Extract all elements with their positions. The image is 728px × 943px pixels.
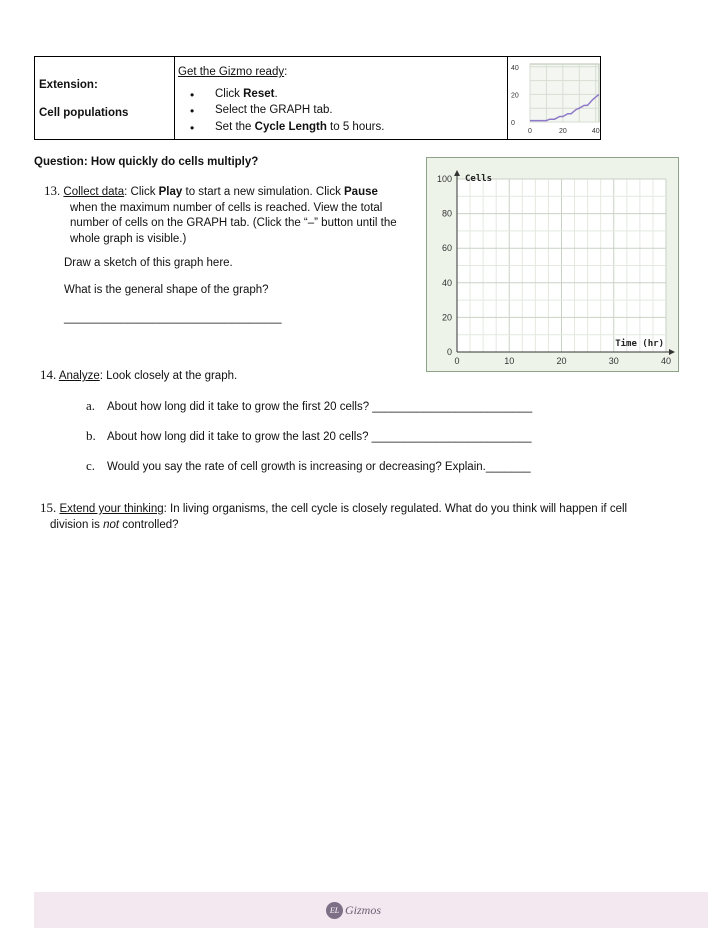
- x-tick-label: 10: [504, 356, 515, 366]
- question-number-dot: .: [57, 186, 61, 198]
- shape-prompt: What is the general shape of the graph?: [64, 284, 269, 296]
- bullet-icon: •: [190, 88, 195, 102]
- sketch-prompt: Draw a sketch of this graph here.: [64, 257, 233, 269]
- question-number: 13: [44, 183, 57, 198]
- question-number: 15.: [40, 500, 57, 515]
- item-letter: a.: [86, 398, 96, 413]
- y-tick-label: 80: [441, 208, 452, 219]
- question-text: to start a new simulation. Click: [182, 186, 345, 198]
- question-lead: Collect data: [63, 186, 125, 198]
- question-13: [44, 183, 424, 247]
- table-divider: [507, 57, 508, 139]
- cells-chart: [427, 158, 678, 371]
- item-text: Would you say the rate of cell growth is increasing or decreasing? Explain._______: [107, 461, 531, 473]
- bullet-bold: Reset: [243, 88, 275, 100]
- table-divider: [174, 57, 175, 139]
- question-number: 14.: [40, 367, 57, 382]
- bullet-bold: Cycle Length: [254, 121, 327, 133]
- y-axis-arrow-icon: [454, 170, 460, 176]
- question-text: number of cells on the GRAPH tab. (Click the “–” button until the: [70, 217, 397, 229]
- bullet-text: to 5 hours.: [326, 121, 385, 133]
- question-text: when the maximum number of cells is reached. View the total: [70, 201, 383, 214]
- x-axis-arrow-icon: [669, 349, 675, 355]
- x-tick-label: 20: [556, 356, 567, 366]
- question-text: : In living organisms, the cell cycle is closely regulated. What do you think will happen if cell: [163, 503, 628, 515]
- topic-label: Cell populations: [39, 107, 129, 119]
- y-axis-label: Cells: [465, 174, 493, 184]
- question-text: : Look closely at the graph.: [99, 370, 238, 382]
- mini-y-tick-label: 0: [511, 120, 515, 127]
- mini-y-tick-label: 40: [511, 64, 519, 72]
- bullet-text: Click: [215, 88, 244, 100]
- x-tick-label: 30: [608, 356, 619, 366]
- question-title: Question: How quickly do cells multiply?: [34, 156, 259, 168]
- item-text: About how long did it take to grow the first 20 cells? _________________________: [107, 401, 533, 413]
- y-tick-label: 100: [436, 174, 452, 184]
- x-tick-label: 0: [454, 356, 460, 366]
- pause-label: Pause: [344, 186, 378, 198]
- question-text: : Click: [124, 186, 159, 198]
- mini-x-tick-label: 40: [591, 128, 600, 135]
- x-axis-label: Time (hr): [615, 339, 664, 349]
- bullet-text: .: [274, 88, 278, 100]
- question-text: whole graph is visible.): [70, 232, 187, 245]
- y-tick-label: 40: [441, 277, 452, 288]
- bullet-text: Select the GRAPH tab.: [215, 104, 333, 116]
- x-tick-label: 40: [660, 356, 672, 366]
- extension-label: Extension:: [39, 79, 98, 91]
- bullet-icon: •: [190, 121, 195, 135]
- question-lead: Analyze: [58, 370, 100, 382]
- bullet-icon: •: [190, 104, 195, 118]
- emphasis-text: not: [103, 518, 120, 531]
- prep-heading-colon: :: [284, 66, 288, 78]
- mini-x-tick-label: 20: [558, 128, 567, 135]
- y-tick-label: 60: [441, 243, 452, 254]
- answer-blank[interactable]: _________________________________: [64, 312, 282, 324]
- mini-y-tick-label: 20: [511, 92, 519, 100]
- y-tick-label: 0: [446, 347, 452, 357]
- list-item: [86, 458, 531, 474]
- bullet-text: Set the: [215, 121, 255, 133]
- list-item: [86, 428, 532, 444]
- gizmos-logo-text: Gizmos: [345, 902, 382, 917]
- prep-heading-text: Get the Gizmo ready: [178, 66, 285, 78]
- item-letter: c.: [86, 458, 96, 473]
- question-14: [40, 367, 237, 383]
- question-text: controlled?: [119, 518, 179, 531]
- item-letter: b.: [86, 428, 96, 443]
- cells-chart-panel: [426, 157, 679, 372]
- gizmos-logo: [326, 900, 381, 920]
- y-tick-label: 20: [441, 312, 452, 323]
- question-text: division is: [50, 518, 104, 531]
- question-lead: Extend your thinking: [59, 503, 164, 515]
- mini-plot-area: [530, 64, 599, 122]
- play-label: Play: [158, 186, 183, 198]
- question-15: [40, 500, 690, 533]
- item-text: About how long did it take to grow the last 20 cells? _________________________: [107, 431, 532, 443]
- gizmos-logo-mark-icon: EL: [326, 902, 343, 919]
- mini-x-tick-label: 0: [528, 128, 532, 135]
- list-item: [86, 398, 532, 414]
- prep-heading: [178, 66, 287, 78]
- mini-chart: [509, 57, 601, 139]
